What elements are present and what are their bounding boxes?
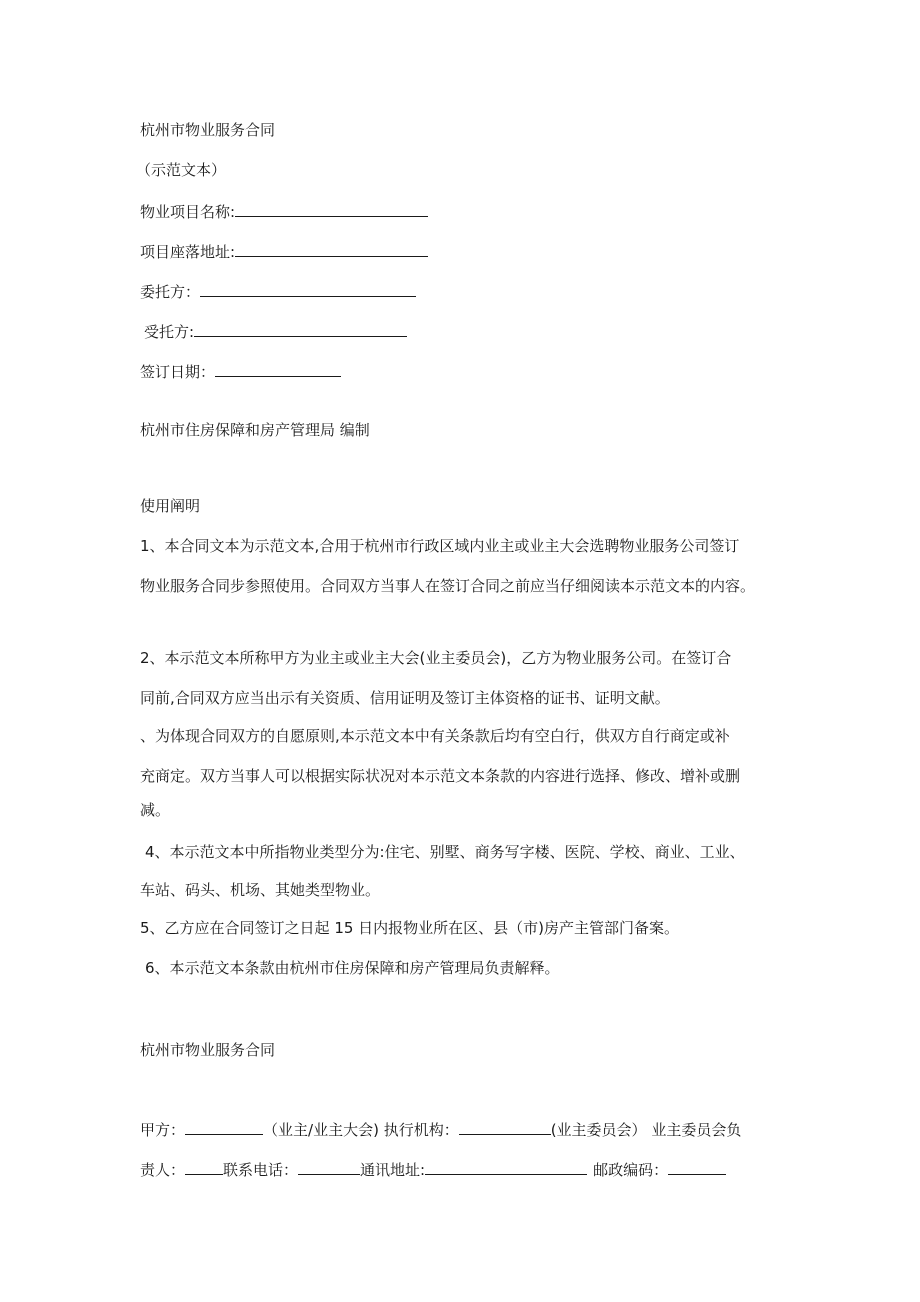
instruction-4-line-1: 4、本示范文本中所指物业类型分为:住宅、别墅、商务写字楼、医院、学校、商业、工业、 — [145, 843, 745, 861]
blank-line — [459, 1118, 551, 1135]
postcode-label: 邮政编码： — [593, 1161, 669, 1179]
cover-title: 杭州市物业服务合同 — [140, 121, 276, 139]
field-label: 项目座落地址: — [140, 243, 236, 261]
blank-line — [200, 280, 416, 297]
blank-line — [215, 360, 341, 377]
owner-label: （业主/业主大会) 执行机构： — [263, 1121, 459, 1139]
committee-label: (业主委员会） 业主委员会负 — [550, 1121, 742, 1139]
blank-line — [298, 1158, 360, 1175]
instruction-3-line-1: 、为体现合同双方的自愿原则,本示范文本中有关条款后均有空白行，供双方自行商定或补 — [140, 727, 730, 745]
responsible-label: 责人： — [140, 1161, 186, 1179]
blank-line — [194, 320, 407, 337]
blank-line — [235, 200, 428, 217]
instruction-2-line-2: 同前,合同双方应当出示有关资质、信用证明及签订主体资格的证书、证明文献。 — [140, 689, 670, 707]
field-label: 签订日期： — [140, 363, 216, 381]
address-label: 通讯地址: — [360, 1161, 426, 1179]
party-a-line-1 — [140, 1118, 741, 1138]
phone-label: 联系电话： — [223, 1161, 299, 1179]
instructions-heading: 使用阐明 — [140, 497, 201, 515]
cover-issuer: 杭州市住房保障和房产管理局 编制 — [140, 421, 370, 439]
instruction-1-line-1: 1、本合同文本为示范文本,合用于杭州市行政区域内业主或业主大会选聘物业服务公司签订 — [140, 537, 740, 555]
blank-line — [185, 1158, 223, 1175]
instruction-5: 5、乙方应在合同签订之日起 15 日内报物业所在区、县（市)房产主管部门备案。 — [140, 919, 680, 937]
field-label: 物业项目名称: — [140, 203, 236, 221]
instruction-3-line-3: 减。 — [140, 801, 171, 819]
field-project-address — [140, 240, 428, 260]
field-contractor — [144, 320, 407, 340]
instruction-4-line-2: 车站、码头、机场、其她类型物业。 — [140, 881, 381, 899]
instruction-1-line-2: 物业服务合同步参照使用。合同双方当事人在签订合同之前应当仔细阅读本示范文本的内容。 — [140, 577, 756, 595]
instruction-2-line-1: 2、本示范文本所称甲方为业主或业主大会(业主委员会)，乙方为物业服务公司。在签订合 — [140, 649, 732, 667]
field-project-name — [140, 200, 428, 220]
blank-line — [425, 1158, 587, 1175]
field-label: 委托方： — [140, 283, 201, 301]
blank-line — [185, 1118, 263, 1135]
instruction-3-line-2: 充商定。双方当事人可以根据实际状况对本示范文本条款的内容进行选择、修改、增补或删 — [140, 767, 741, 785]
cover-subtitle: （示范文本） — [136, 161, 227, 179]
blank-line — [235, 240, 428, 257]
party-a-line-2 — [140, 1158, 726, 1178]
field-sign-date — [140, 360, 341, 380]
blank-line — [668, 1158, 726, 1175]
party-a-label: 甲方： — [140, 1121, 186, 1139]
field-client — [140, 280, 416, 300]
instruction-6: 6、本示范文本条款由杭州市住房保障和房产管理局负责解释。 — [145, 959, 560, 977]
field-label: 受托方: — [144, 323, 195, 341]
contract-title: 杭州市物业服务合同 — [140, 1041, 276, 1059]
